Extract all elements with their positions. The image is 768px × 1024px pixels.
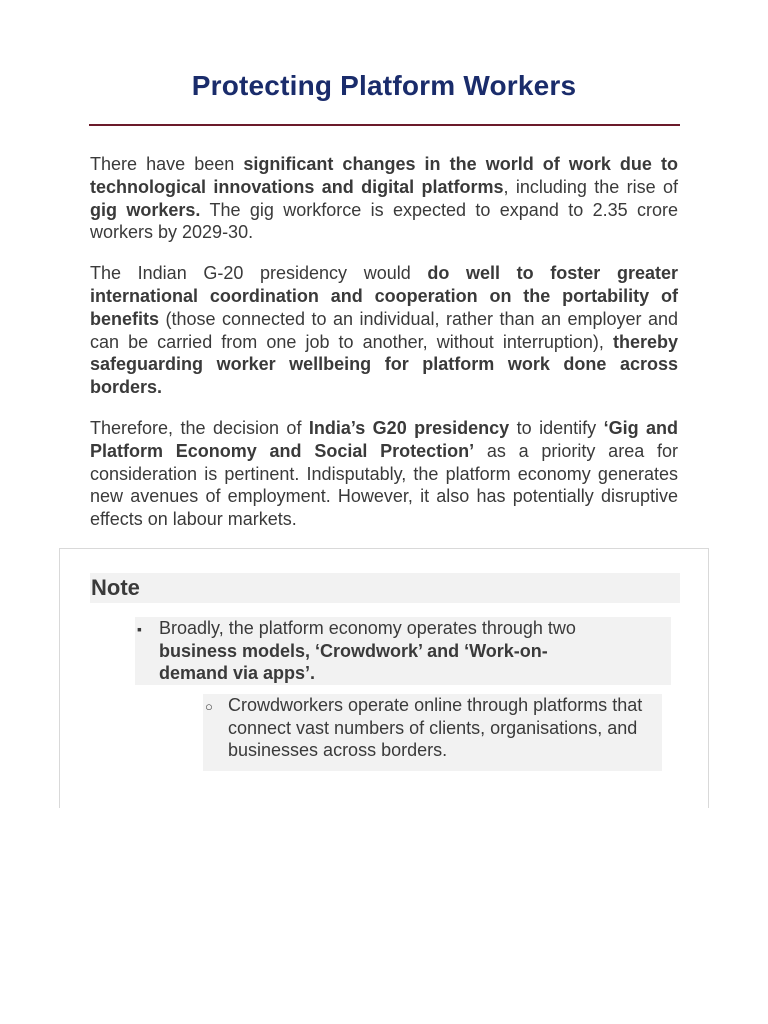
note-sub-bullet-text: Crowdworkers operate online through platforms that connect vast numbers of clients, organisations, and businesses across borders. <box>228 695 643 761</box>
note-bullet-item <box>135 617 671 685</box>
paragraph-1: There have been significant changes in the world of work due to technological innovations and digital platforms, including the rise of gig workers. The gig workforce is expected to expand to 2.35 crore workers by 2029-30. <box>90 154 679 243</box>
note-heading: Note <box>91 575 140 600</box>
note-sub-bullet-item <box>203 694 662 771</box>
circle-bullet-icon: ○ <box>205 699 213 714</box>
square-bullet-icon: ▪ <box>137 621 142 637</box>
page-title: Protecting Platform Workers <box>191 70 577 101</box>
body-text <box>90 153 678 549</box>
note-heading-bar <box>90 573 680 603</box>
title-divider <box>89 124 680 126</box>
note-box <box>59 548 709 808</box>
note-bullet-text: Broadly, the platform economy operates through two business models, ‘Crowdwork’ and ‘Work-on-demand via apps’. <box>159 618 576 684</box>
paragraph-3: Therefore, the decision of India’s G20 presidency to identify ‘Gig and Platform Economy and Social Protection’ as a priority area for consideration is pertinent. Indisputably, the platform economy generates new avenues of employment. However, it also has potentially disruptive effects on labour markets. <box>90 417 679 530</box>
paragraph-2: The Indian G-20 presidency would do well to foster greater international coordination and cooperation on the portability of benefits (those connected to an individual, rather than an employer and can be carried from one job to another, without interruption), thereby safeguarding worker wellbeing for platform work done across borders. <box>90 263 678 398</box>
